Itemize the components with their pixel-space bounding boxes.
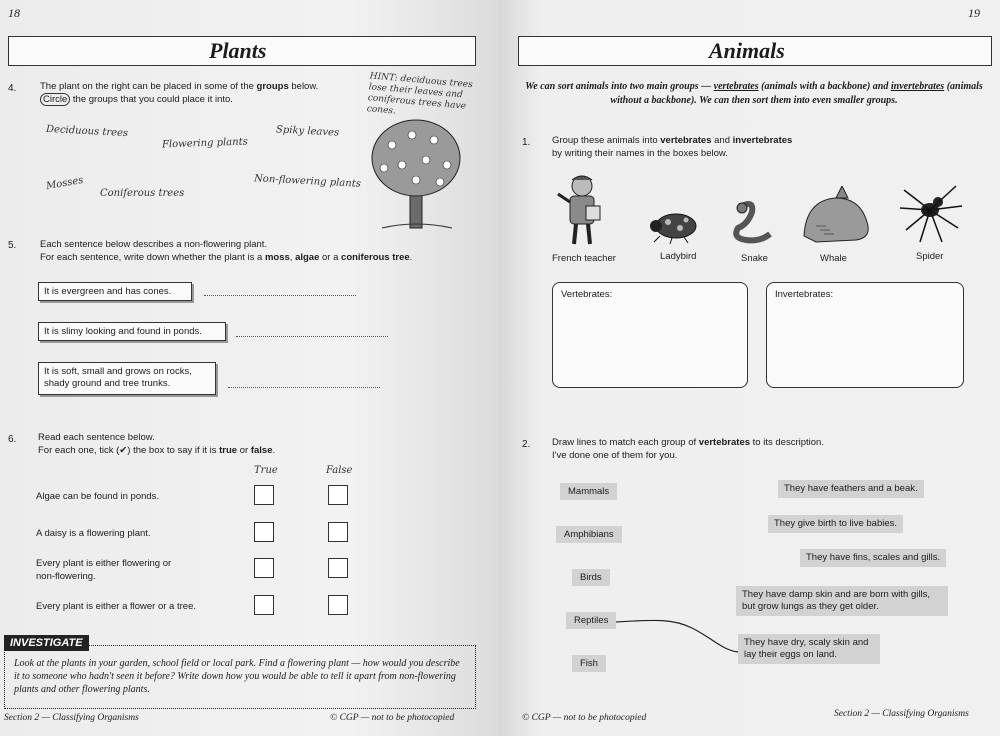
q5-sentence-1: It is evergreen and has cones.	[38, 282, 192, 301]
q5-number: 5.	[8, 240, 17, 251]
description-dry-scaly-skin[interactable]: They have dry, scaly skin and lay their eggs on land.	[738, 634, 880, 664]
french-teacher-illustration	[552, 172, 612, 248]
snake-illustration	[730, 198, 774, 248]
title-bar-plants	[8, 36, 476, 66]
footer-section-right: Section 2 — Classifying Organisms	[834, 709, 969, 719]
flowering-tree-illustration	[362, 110, 472, 235]
title-bar-animals	[518, 36, 992, 66]
option-flowering-plants[interactable]: Flowering plants	[161, 136, 248, 151]
q6-false-checkbox-4[interactable]	[328, 595, 348, 615]
animal-label-whale: Whale	[820, 253, 847, 264]
description-feathers[interactable]: They have feathers and a beak.	[778, 480, 924, 498]
ladybird-illustration	[646, 208, 702, 244]
footer-copyright-right: © CGP — not to be photocopied	[522, 713, 647, 723]
page-number-left: 18	[8, 6, 20, 20]
option-non-flowering-plants[interactable]: Non-flowering plants	[253, 173, 362, 190]
q6-statement-4: Every plant is either a flower or a tree.	[36, 601, 196, 612]
page-number-right: 19	[968, 6, 980, 20]
column-header-false: False	[326, 465, 353, 476]
q6-true-checkbox-3[interactable]	[254, 558, 274, 578]
spider-illustration	[894, 176, 964, 246]
q4-number: 4.	[8, 83, 17, 94]
vertebrates-box-label: Vertebrates:	[561, 289, 613, 300]
animals-intro: We can sort animals into two main groups — vertebrates (animals with a backbone) and invertebrates (animals without a backbone). We can then sort them into even smaller groups.	[525, 81, 983, 106]
column-header-true: True	[254, 465, 278, 476]
group-birds[interactable]: Birds	[572, 569, 610, 586]
q6-instructions: Read each sentence below. For each one, tick (✔) the box to say if it is true or false.	[38, 432, 276, 456]
group-fish[interactable]: Fish	[572, 655, 606, 672]
q6-true-checkbox-2[interactable]	[254, 522, 274, 542]
q6-true-checkbox-1[interactable]	[254, 485, 274, 505]
footer-copyright-left: © CGP — not to be photocopied	[330, 713, 455, 723]
page-title-animals: Animals	[709, 38, 785, 63]
animal-label-french-teacher: French teacher	[552, 253, 616, 264]
vertebrates-answer-box[interactable]	[552, 282, 748, 388]
q6-statement-1: Algae can be found in ponds.	[36, 491, 160, 502]
q4-hint: HINT: deciduous trees lose their leaves and coniferous trees have cones.	[366, 71, 474, 117]
investigate-label: INVESTIGATE	[4, 635, 89, 651]
q6-number: 6.	[8, 434, 17, 445]
q6-false-checkbox-2[interactable]	[328, 522, 348, 542]
footer-section-left: Section 2 — Classifying Organisms	[4, 713, 139, 723]
right-page	[502, 0, 1000, 736]
q5-answer-line-1[interactable]	[204, 295, 356, 296]
animal-label-snake: Snake	[741, 253, 768, 264]
description-damp-skin[interactable]: They have damp skin and are born with gills, but grow lungs as they get older.	[736, 586, 948, 616]
q4-instructions: The plant on the right can be placed in some of the groups below. Circle the groups that you could place it into.	[40, 81, 319, 105]
r-q2-number: 2.	[522, 439, 531, 450]
q6-false-checkbox-3[interactable]	[328, 558, 348, 578]
q5-instructions: Each sentence below describes a non-flowering plant. For each sentence, write down whether the plant is a moss, algae or a coniferous tree.	[40, 239, 413, 263]
invertebrates-answer-box[interactable]	[766, 282, 964, 388]
r-q2-instructions: Draw lines to match each group of vertebrates to its description. I've done one of them for you.	[552, 437, 824, 461]
q6-statement-3: Every plant is either flowering or non-flowering.	[36, 558, 172, 582]
option-spiky-leaves[interactable]: Spiky leaves	[275, 124, 340, 139]
whale-illustration	[796, 186, 876, 246]
investigate-text: Look at the plants in your garden, school field or local park. Find a flowering plant — how would you describe it to someone who hadn't seen it before? Write down how you would be able to tell it apart from non-flowering plants and other flowering plants.	[14, 658, 460, 695]
group-mammals[interactable]: Mammals	[560, 483, 617, 500]
q6-true-checkbox-4[interactable]	[254, 595, 274, 615]
q5-sentence-2: It is slimy looking and found in ponds.	[38, 322, 226, 341]
r-q1-instructions: Group these animals into vertebrates and invertebrates by writing their names in the boxes below.	[552, 135, 793, 159]
option-deciduous-trees[interactable]: Deciduous trees	[45, 123, 129, 140]
group-amphibians[interactable]: Amphibians	[556, 526, 622, 543]
left-page	[0, 0, 498, 736]
option-coniferous-trees[interactable]: Coniferous trees	[100, 188, 185, 199]
q6-statement-2: A daisy is a flowering plant.	[36, 528, 151, 539]
animal-label-spider: Spider	[916, 251, 944, 262]
q5-sentence-3: It is soft, small and grows on rocks, shady ground and tree trunks.	[38, 362, 216, 395]
group-reptiles[interactable]: Reptiles	[566, 612, 616, 629]
page-title-plants: Plants	[209, 38, 267, 63]
q5-answer-line-3[interactable]	[228, 387, 380, 388]
r-q1-number: 1.	[522, 137, 531, 148]
example-match-line	[612, 610, 752, 660]
option-mosses[interactable]: Mosses	[45, 174, 85, 193]
description-fins[interactable]: They have fins, scales and gills.	[800, 549, 946, 567]
description-live-babies[interactable]: They give birth to live babies.	[768, 515, 903, 533]
animal-label-ladybird: Ladybird	[660, 251, 697, 262]
invertebrates-box-label: Invertebrates:	[775, 289, 834, 300]
q6-false-checkbox-1[interactable]	[328, 485, 348, 505]
q5-answer-line-2[interactable]	[236, 336, 388, 337]
